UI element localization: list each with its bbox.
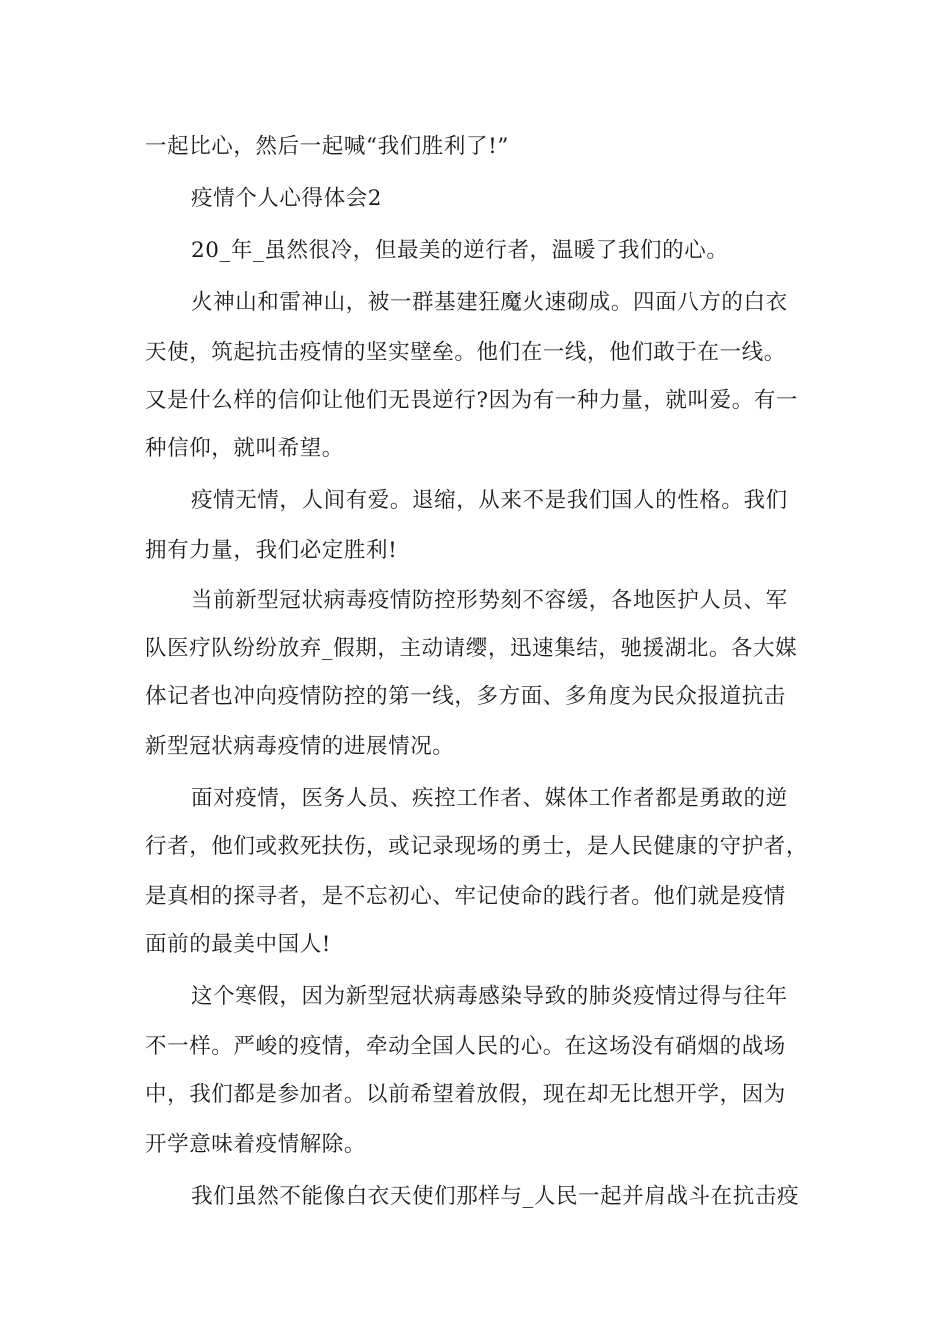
paragraph-start: 这个寒假，因为新型冠状病毒感染导致的肺炎疫情过得与往年: [191, 984, 788, 1009]
text-line: 新型冠状病毒疫情的进展情况。: [145, 734, 455, 759]
paragraph-start: 火神山和雷神山，被一群基建狂魔火速砌成。四面八方的白衣: [191, 290, 788, 315]
section-heading: 疫情个人心得体会2: [191, 186, 383, 211]
paragraph-start: 我们虽然不能像白衣天使们那样与_人民一起并肩战斗在抗击疫: [191, 1184, 800, 1209]
paragraph-start: 当前新型冠状病毒疫情防控形势刻不容缓，各地医护人员、军: [191, 588, 788, 613]
text-line: 行者，他们或救死扶伤，或记录现场的勇士，是人民健康的守护者，: [145, 834, 809, 859]
text-line: 不一样。严峻的疫情，牵动全国人民的心。在这场没有硝烟的战场: [145, 1034, 786, 1059]
text-line: 天使，筑起抗击疫情的坚实壁垒。他们在一线，他们敢于在一线。: [145, 340, 786, 365]
text-line: 体记者也冲向疫情防控的第一线，多方面、多角度为民众报道抗击: [145, 684, 786, 709]
paragraph-start: 面对疫情，医务人员、疾控工作者、媒体工作者都是勇敢的逆: [191, 786, 788, 811]
text-line: 拥有力量，我们必定胜利!: [145, 538, 398, 563]
text-line: 开学意味着疫情解除。: [145, 1132, 367, 1157]
text-line: 中，我们都是参加者。以前希望着放假，现在却无比想开学，因为: [145, 1082, 786, 1107]
text-line: 种信仰，就叫希望。: [145, 436, 344, 461]
text-line: 队医疗队纷纷放弃_假期，主动请缨，迅速集结，驰援湖北。各大媒: [145, 636, 798, 661]
text-line: 又是什么样的信仰让他们无畏逆行?因为有一种力量，就叫爱。有一: [145, 388, 799, 413]
text-line: 20_年_虽然很冷，但最美的逆行者，温暖了我们的心。: [191, 238, 729, 263]
text-line: 面前的最美中国人!: [145, 932, 332, 957]
text-line: 一起比心，然后一起喊“我们胜利了!”: [145, 134, 509, 159]
text-line: 是真相的探寻者，是不忘初心、牢记使命的践行者。他们就是疫情: [145, 884, 786, 909]
paragraph-start: 疫情无情，人间有爱。退缩，从来不是我们国人的性格。我们: [191, 488, 788, 513]
